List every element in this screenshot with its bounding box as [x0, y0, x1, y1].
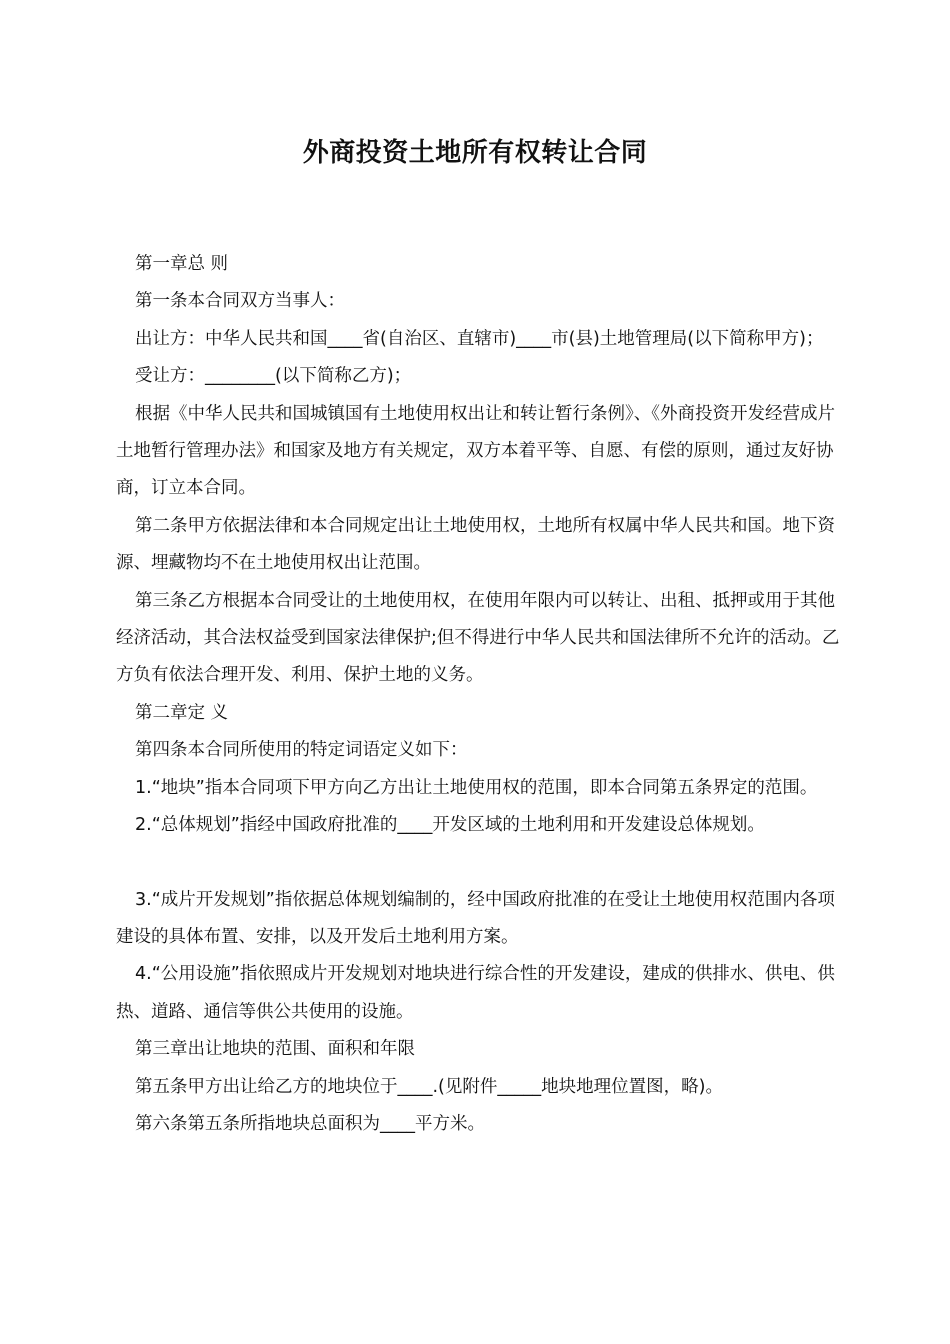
definition-item: 1.“地块”指本合同项下甲方向乙方出让土地使用权的范围，即本合同第五条界定的范围。 [135, 777, 818, 798]
definition-item: 2.“总体规划”指经中国政府批准的____开发区域的土地利用和开发建设总体规划。 [135, 815, 765, 836]
article-paragraph: 第一条本合同双方当事人： [135, 291, 345, 312]
article-paragraph: 出让方：中华人民共和国____省(自治区、直辖市)____市(县)土地管理局(以下简称甲方)； [135, 328, 824, 349]
definition-item: 4.“公用设施”指依照成片开发规划对地块进行综合性的开发建设，建成的供排水、供电、供热、道路、通信等供公共使用的设施。 [116, 964, 835, 1022]
chapter-heading: 第二章定 义 [135, 702, 229, 723]
article-paragraph: 第五条甲方出让给乙方的地块位于____.(见附件_____地块地理位置图，略)。 [135, 1076, 723, 1097]
article-paragraph: 根据《中华人民共和国城镇国有土地使用权出让和转让暂行条例》、《外商投资开发经营成片土地暂行管理办法》和国家及地方有关规定，双方本着平等、自愿、有偿的原则，通过友好协商，订立本合同。 [116, 403, 835, 499]
chapter-heading: 第一章总 则 [135, 254, 229, 274]
article-paragraph: 第二条甲方依据法律和本合同规定出让土地使用权，土地所有权属中华人民共和国。地下资源、埋藏物均不在土地使用权出让范围。 [116, 515, 835, 574]
article-paragraph: 第四条本合同所使用的特定词语定义如下： [135, 740, 468, 761]
document-title: 外商投资土地所有权转让合同 [302, 138, 648, 168]
chapter-heading: 第三章出让地块的范围、面积和年限 [135, 1039, 415, 1060]
article-paragraph: 第三条乙方根据本合同受让的土地使用权，在使用年限内可以转让、出租、抵押或用于其他经济活动，其合法权益受到国家法律保护;但不得进行中华人民共和国法律所不允许的活动。乙方负有依法合理开发、利用、保护土地的义务。 [116, 590, 840, 686]
definition-item: 3.“成片开发规划”指依据总体规划编制的，经中国政府批准的在受让土地使用权范围内各项建设的具体布置、安排，以及开发后土地利用方案。 [116, 889, 835, 947]
article-paragraph: 受让方：________(以下简称乙方)； [135, 366, 412, 387]
document-body [116, 246, 846, 1143]
article-paragraph: 第六条第五条所指地块总面积为____平方米。 [135, 1113, 485, 1134]
